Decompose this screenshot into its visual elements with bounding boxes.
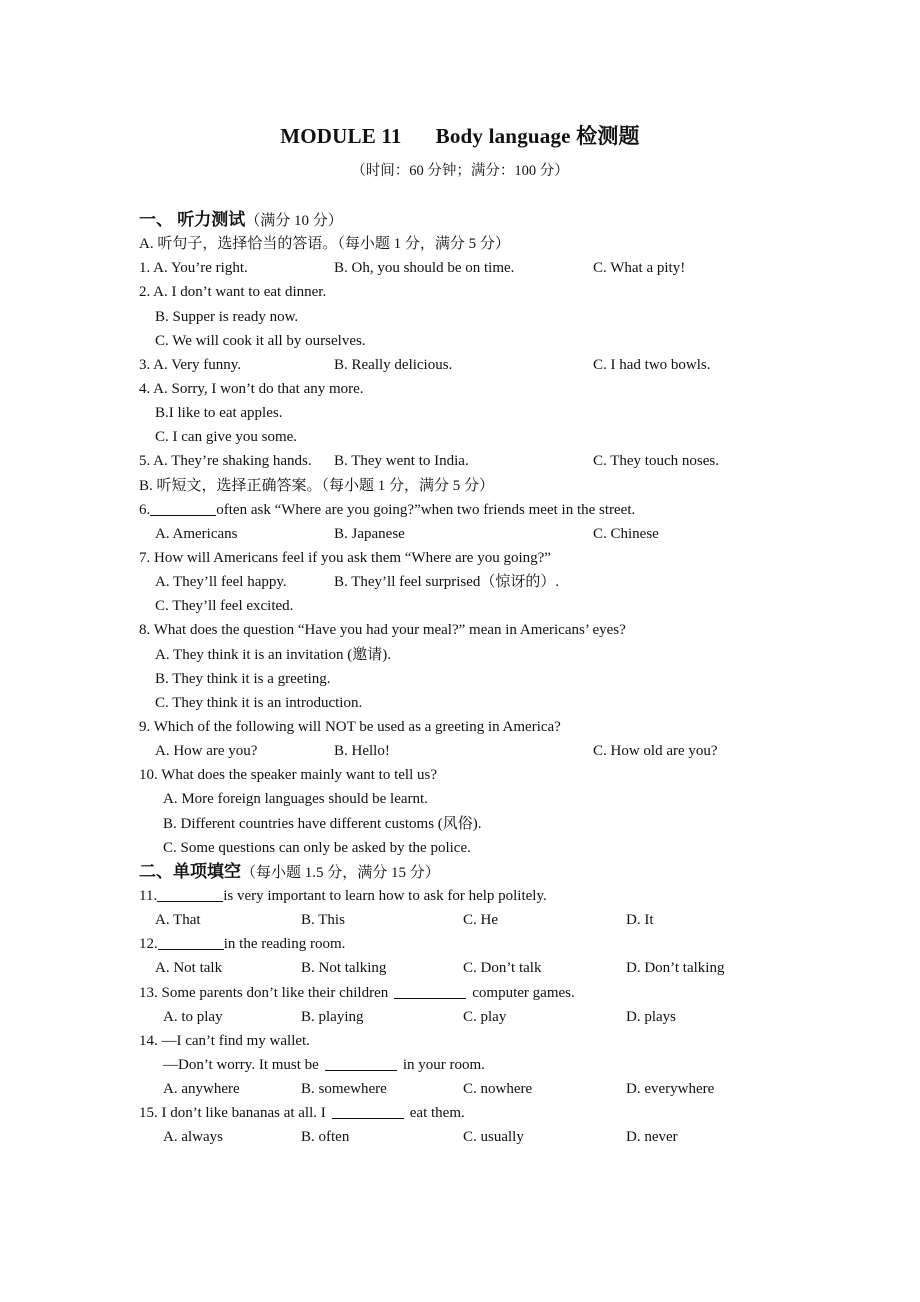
part-b-instruction: B. 听短文，选择正确答案。（每小题 1 分，满分 5 分） (139, 477, 495, 494)
question-2-option-c: C. We will cook it all by ourselves. (155, 332, 366, 349)
question-10-option-b: B. Different countries have different customs (风俗). (163, 815, 482, 832)
answer-blank[interactable] (325, 1055, 397, 1071)
exam-content (139, 208, 779, 1149)
answer-blank[interactable] (150, 500, 216, 516)
question-7: 7. How will Americans feel if you ask them “Where are you going?” (139, 549, 551, 566)
question-12-options: A. Not talk B. Not talking C. Don’t talk D. Don’t talking (155, 960, 725, 977)
question-2: 2. A. I don’t want to eat dinner. (139, 284, 327, 301)
answer-blank[interactable] (332, 1103, 404, 1119)
question-11: 11. is very important to learn how to ask for help politely. (139, 887, 547, 904)
section2-heading: 二、单项填空（每小题 1.5 分，满分 15 分） (139, 861, 440, 881)
part-a-instruction: A. 听句子，选择恰当的答语。（每小题 1 分，满分 5 分） (139, 236, 510, 253)
question-8-option-a: A. They think it is an invitation (邀请). (155, 646, 391, 663)
answer-blank[interactable] (394, 983, 466, 999)
question-8-option-c: C. They think it is an introduction. (155, 694, 363, 711)
section1-heading: 一、 听力测试（满分 10 分） (139, 210, 343, 229)
question-5: 5. A. They’re shaking hands. B. They went to India. C. They touch noses. (139, 453, 719, 470)
question-9: 9. Which of the following will NOT be used as a greeting in America? (139, 718, 561, 735)
question-10-option-a: A. More foreign languages should be learnt. (163, 791, 428, 808)
question-9-options: A. How are you? B. Hello! C. How old are you? (155, 743, 718, 760)
question-7-options: A. They’ll feel happy. B. They’ll feel surprised（惊讶的）. (155, 574, 560, 591)
question-13: 13. Some parents don’t like their children computer games. (139, 984, 575, 1001)
question-6-options: A. Americans B. Japanese C. Chinese (155, 525, 659, 542)
page-title (0, 122, 920, 150)
question-10: 10. What does the speaker mainly want to tell us? (139, 767, 437, 784)
module-label: MODULE 11 (280, 124, 402, 148)
question-3: 3. A. Very funny. B. Really delicious. C. I had two bowls. (139, 356, 711, 373)
question-2-option-b: B. Supper is ready now. (155, 308, 299, 325)
question-6: 6. often ask “Where are you going?”when two friends meet in the street. (139, 501, 636, 518)
question-15: 15. I don’t like bananas at all. I eat them. (139, 1105, 465, 1122)
question-14-options: A. anywhere B. somewhere C. nowhere D. everywhere (163, 1081, 715, 1098)
question-8-option-b: B. They think it is a greeting. (155, 670, 331, 687)
question-4-option-c: C. I can give you some. (155, 429, 298, 446)
question-7-option-c: C. They’ll feel excited. (155, 598, 294, 615)
question-15-options: A. always B. often C. usually D. never (163, 1129, 678, 1146)
answer-blank[interactable] (157, 886, 223, 902)
page-subtitle: （时间：60 分钟；满分：100 分） (351, 163, 569, 179)
question-10-option-c: C. Some questions can only be asked by the police. (163, 839, 471, 856)
question-8: 8. What does the question “Have you had your meal?” mean in Americans’ eyes? (139, 622, 626, 639)
question-12: 12. in the reading room. (139, 936, 346, 953)
question-1: 1. A. You’re right. B. Oh, you should be on time. C. What a pity! (139, 260, 686, 277)
question-4: 4. A. Sorry, I won’t do that any more. (139, 380, 364, 397)
answer-blank[interactable] (158, 934, 224, 950)
question-13-options: A. to play B. playing C. play D. plays (163, 1008, 676, 1025)
question-14: 14. —I can’t find my wallet. (139, 1032, 310, 1049)
question-4-option-b: B.I like to eat apples. (155, 405, 283, 422)
question-14-reply: —Don’t worry. It must be in your room. (163, 1056, 485, 1073)
topic-label: Body language 检测题 (435, 124, 640, 148)
question-11-options: A. That B. This C. He D. It (155, 912, 654, 929)
